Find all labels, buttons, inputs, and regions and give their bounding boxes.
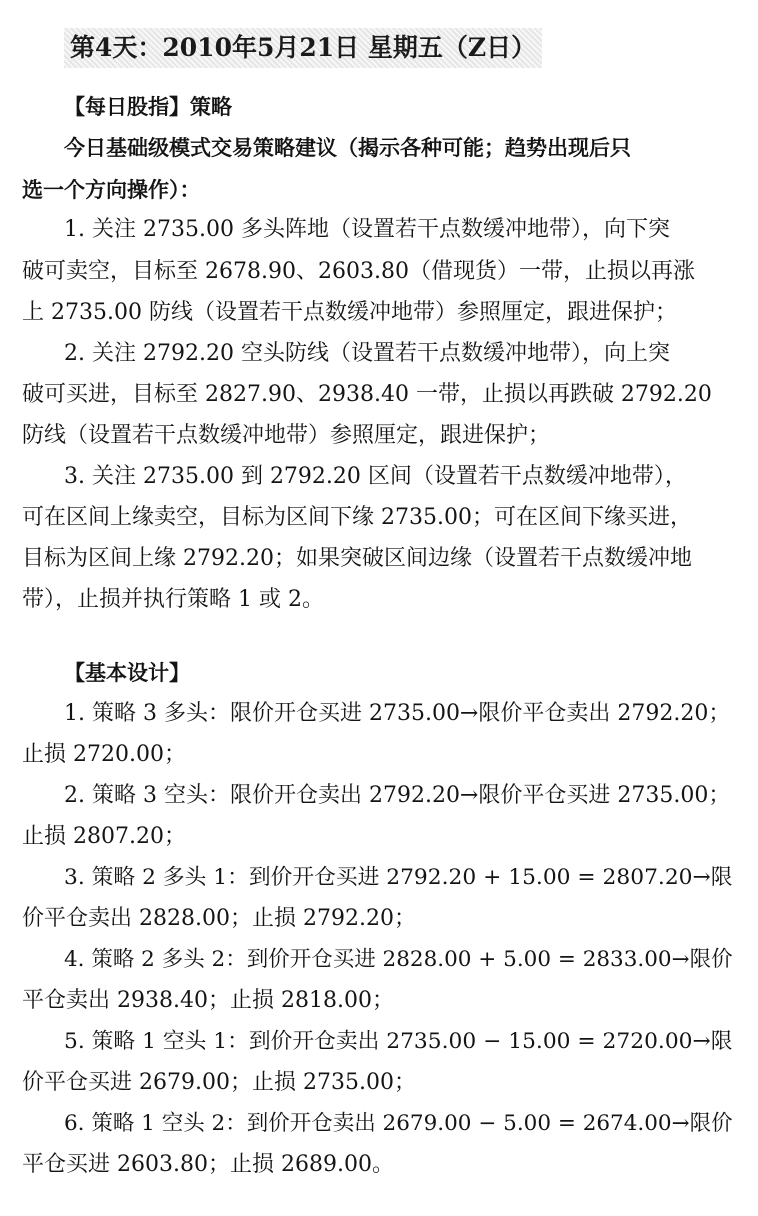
strategy-intro-line: 选一个方向操作）： [22, 178, 201, 202]
strategy-heading: 【每日股指】策略 [64, 95, 232, 119]
design-item-4: 4. 策略 2 多头 2：到价开仓买进 2828.00 + 5.00 = 2833.00→限价 [64, 947, 733, 972]
design-item-1: 止损 2720.00； [22, 742, 186, 767]
strategy-item-1: 上 2735.00 防线（设置若干点数缓冲地带）参照厘定，跟进保护； [22, 300, 677, 325]
design-heading: 【基本设计】 [64, 661, 190, 685]
design-item-1: 1. 策略 3 多头：限价开仓买进 2735.00→限价平仓卖出 2792.20； [64, 701, 731, 726]
strategy-item-3: 目标为区间上缘 2792.20；如果突破区间边缘（设置若干点数缓冲地 [22, 546, 692, 571]
strategy-item-1: 破可卖空，目标至 2678.90、2603.80（借现货）一带，止损以再涨 [22, 259, 695, 284]
design-item-5: 5. 策略 1 空头 1：到价开仓卖出 2735.00 − 15.00 = 2720.00→限 [64, 1029, 733, 1054]
design-item-6: 平仓买进 2603.80；止损 2689.00。 [22, 1152, 394, 1177]
design-item-3: 价平仓卖出 2828.00；止损 2792.20； [22, 906, 416, 931]
design-item-3: 3. 策略 2 多头 1：到价开仓买进 2792.20 + 15.00 = 2807.20→限 [64, 865, 733, 890]
design-item-6: 6. 策略 1 空头 2：到价开仓卖出 2679.00 − 5.00 = 2674.00→限价 [64, 1111, 733, 1136]
page-title: 第4天：2010年5月21日 星期五（Z日） [64, 28, 542, 68]
design-item-5: 价平仓买进 2679.00；止损 2735.00； [22, 1070, 416, 1095]
design-item-4: 平仓卖出 2938.40；止损 2818.00； [22, 988, 394, 1013]
strategy-item-2: 2. 关注 2792.20 空头防线（设置若干点数缓冲地带），向上突 [64, 341, 670, 366]
strategy-intro-line: 今日基础级模式交易策略建议（揭示各种可能；趋势出现后只 [64, 136, 631, 160]
strategy-item-2: 破可买进，目标至 2827.90、2938.40 一带，止损以再跌破 2792.20 [22, 382, 712, 407]
design-item-2: 止损 2807.20； [22, 824, 186, 849]
design-item-2: 2. 策略 3 空头：限价开仓卖出 2792.20→限价平仓买进 2735.00； [64, 783, 731, 808]
strategy-item-3: 带），止损并执行策略 1 或 2。 [22, 587, 324, 612]
strategy-item-1: 1. 关注 2735.00 多头阵地（设置若干点数缓冲地带），向下突 [64, 217, 670, 242]
strategy-item-2: 防线（设置若干点数缓冲地带）参照厘定，跟进保护； [22, 423, 551, 448]
strategy-item-3: 3. 关注 2735.00 到 2792.20 区间（设置若干点数缓冲地带）， [64, 464, 687, 489]
strategy-item-3: 可在区间上缘卖空，目标为区间下缘 2735.00；可在区间下缘买进， [22, 505, 692, 530]
